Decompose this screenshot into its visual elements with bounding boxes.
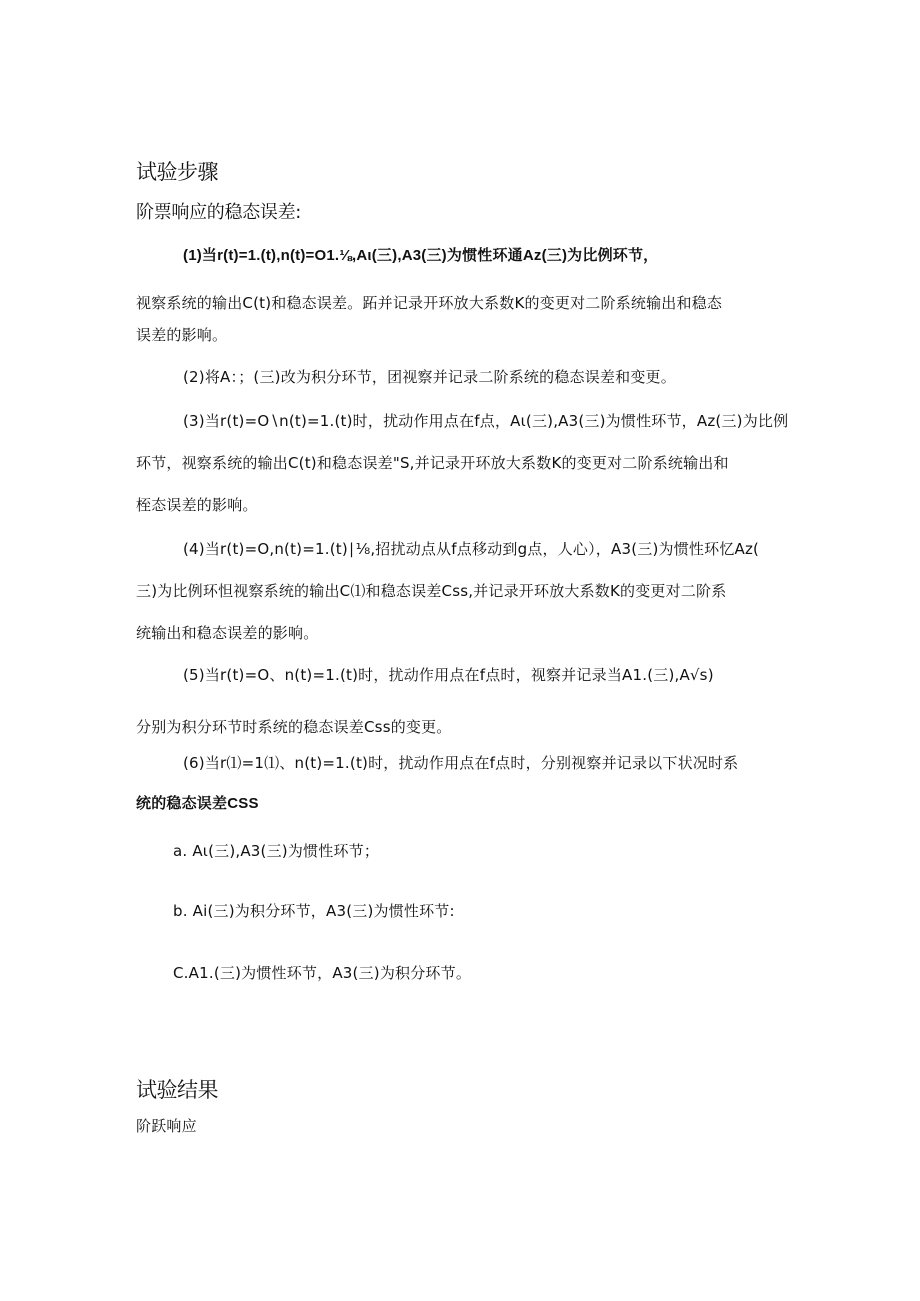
section-subtitle-steady-error: 阶票响应的稳态误差: bbox=[136, 202, 302, 223]
step-5-line-2: 分别为积分环节时系统的稳态误差Css的变更。 bbox=[136, 718, 452, 736]
step-1-line-1: (1)当r(t)=1.(t),n(t)=O1.⅛,Aι(三),A3(三)为惯性环通Az(三)为比例环节， bbox=[183, 247, 659, 264]
step-1-line-2: 视察系统的输出C(t)和稳态误差。跖并记录开环放大系数K的变更对二阶系统输出和稳态 bbox=[136, 294, 723, 312]
step-4-line-2: 三)为比例环怛视察系统的输出C⑴和稳态误差Css,并记录开环放大系数K的变更对二阶系 bbox=[136, 582, 727, 600]
case-a: a. Aι(三),A3(三)为惯性环节； bbox=[173, 842, 380, 860]
step-1-line-3: 误差的影响。 bbox=[136, 326, 228, 344]
section-title-steps: 试验步骤 bbox=[136, 160, 218, 184]
step-3-line-2: 环节，视察系统的输出C(t)和稳态误差"S,并记录开环放大系数K的变更对二阶系统输出和 bbox=[136, 454, 729, 472]
step-3-line-1: (3)当r(t)=O∖n(t)=1.(t)时，扰动作用点在f点，Aι(三),A3(三)为惯性环节，Az(三)为比例 bbox=[183, 412, 789, 430]
step-6-line-1: (6)当r⑴=1⑴、n(t)=1.(t)时，扰动作用点在f点时，分别视察并记录以下状况时系 bbox=[183, 754, 739, 772]
section-title-results: 试验结果 bbox=[136, 1078, 218, 1102]
step-2-line-1: (2)将A：；(三)改为积分环节，团视察并记录二阶系统的稳态误差和变更。 bbox=[183, 368, 676, 386]
case-b: b. Ai(三)为积分环节，A3(三)为惯性环节: bbox=[173, 902, 455, 920]
step-4-line-1: (4)当r(t)=O,n(t)=1.(t)∣⅛,招扰动点从f点移动到g点，人心），A3(三)为惯性环忆Az( bbox=[183, 540, 760, 558]
step-6-line-2: 统的稳态误差CSS bbox=[136, 795, 259, 812]
step-5-line-1: (5)当r(t)=O、n(t)=1.(t)时，扰动作用点在f点时，视察并记录当A1.(三),A√s) bbox=[183, 666, 714, 684]
step-3-line-3: 桎态误差的影响。 bbox=[136, 496, 258, 514]
section-subtitle-step-response: 阶跃响应 bbox=[136, 1117, 197, 1135]
case-c: C.A1.(三)为惯性环节，A3(三)为积分环节。 bbox=[173, 964, 472, 982]
step-4-line-3: 统输出和稳态误差的影响。 bbox=[136, 624, 319, 642]
